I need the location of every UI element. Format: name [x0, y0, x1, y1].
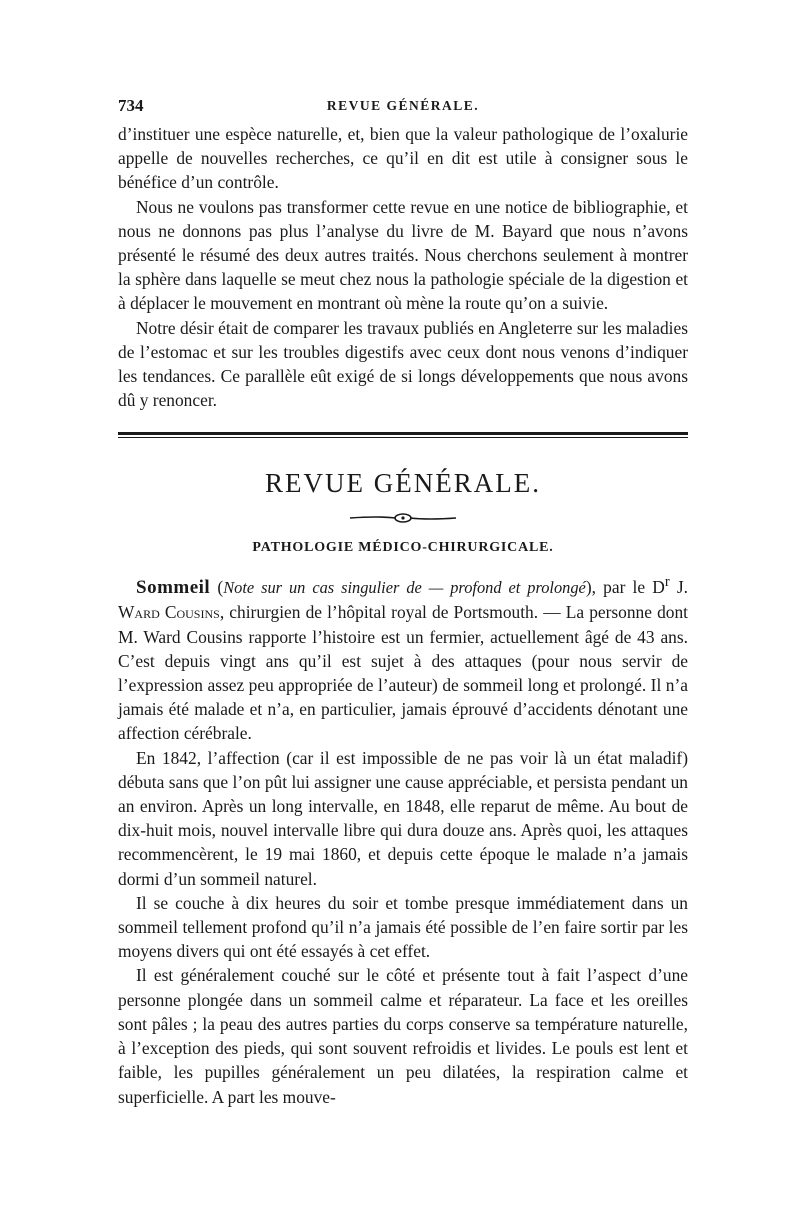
article-note-title: Note sur un cas singulier de — profond et prolongé — [223, 578, 586, 598]
onset-year: En 1842 — [136, 747, 197, 768]
author-name: Ward Cousins — [118, 602, 220, 623]
section-title: REVUE GÉNÉRALE. — [265, 468, 541, 499]
divider-thick-rule — [118, 432, 688, 435]
article-lead-term: Sommeil — [136, 577, 211, 599]
document-page — [118, 96, 688, 1109]
divider-thin-rule — [118, 437, 688, 438]
subsection-title: PATHOLOGIE MÉDICO-CHIRURGICALE. — [252, 540, 554, 556]
paragraph-2-text-b: , et depuis cette époque le malade n’a jamais dormi d’un sommeil naturel. — [118, 844, 689, 889]
paragraph-2-text-a: , l’affection (car il est impossible de ne pas voir là un état maladif) débuta sans que l’on pût lui assigner une cause appréciable, et persista pendant un an environ. Après un long intervalle, en 1848, elle reparut de même. Au bout de dix-huit mois, nouvel intervalle libre qui dura douze ans. Après quoi, les attaques recommencèrent, le — [118, 747, 688, 865]
relapse-date: 19 mai 1860 — [264, 844, 357, 865]
ornament-flourish-icon — [348, 512, 458, 524]
section-divider — [118, 432, 688, 438]
article-paragraph-3: Il se couche à dix heures du soir et tombe presque immédiatement dans un sommeil tellement profond qu’il n’a jamais été possible de l’en faire sortir par les moyens divers qui ont été essayés à cet effet. — [118, 892, 688, 962]
article-lead-text: , chirurgien de l’hôpital royal de Portsmouth. — La personne dont M. Ward Cousins rapporte l’histoire est un fermier, actuellement âgé de 43 ans. C’est depuis vingt ans qu’il est sujet à des attaques (pour nous servir de l’expression assez peu appropriée de l’auteur) de sommeil long et prolongé. Il n’a jamais été malade et n’a, en particulier, jamais éprouvé d’accidents dénotant une affection cérébrale. — [118, 602, 689, 744]
note-close: ), par le D — [585, 577, 665, 598]
preface-paragraph-2: Nous ne voulons pas transformer cette revue en une notice de bibliographie, et nous ne donnons pas plus l’analyse du livre de M. Bayard que nous n’avons présenté le résumé des deux autres traités. Nous cherchons seulement à montrer la sphère dans laquelle se meut chez nous la pathologie spéciale de la digestion et à déplacer le mouvement en montrant où mène la route qu’on a suivie. — [118, 196, 688, 314]
running-header — [118, 96, 688, 122]
article-paragraph-1 — [118, 570, 688, 745]
article-paragraph-2 — [118, 746, 688, 891]
article-paragraph-4: Il est généralement couché sur le côté et présente tout à fait l’aspect d’une personne plongée dans un sommeil calme et réparateur. La face et les oreilles sont pâles ; la peau des autres parties du corps conserve sa température naturelle, à l’exception des pieds, qui sont souvent refroidis et livides. Le pouls est lent et faible, les pupilles généralement un peu dilatées, la respiration calme et superficielle. A part les mouve- — [118, 965, 688, 1107]
doctor-superscript: r — [664, 574, 670, 591]
preface-paragraph-1: d’instituer une espèce naturelle, et, bien que la valeur pathologique de l’oxalurie appelle de nouvelles recherches, ce qu’il en dit est utile à consigner sous le bénéfice d’un contrôle. — [118, 124, 688, 193]
page-number: 734 — [118, 96, 144, 115]
note-open: ( — [210, 577, 224, 598]
author-prefix: J. — [669, 577, 689, 598]
running-title: REVUE GÉNÉRALE. — [326, 98, 480, 113]
preface-paragraph-3: Notre désir était de comparer les travaux publiés en Angleterre sur les maladies de l’estomac et sur les troubles digestifs avec ceux dont nous venons d’indiquer les tendances. Ce parallèle eût exigé de si longs développements que nous avons dû y renoncer. — [118, 317, 688, 411]
